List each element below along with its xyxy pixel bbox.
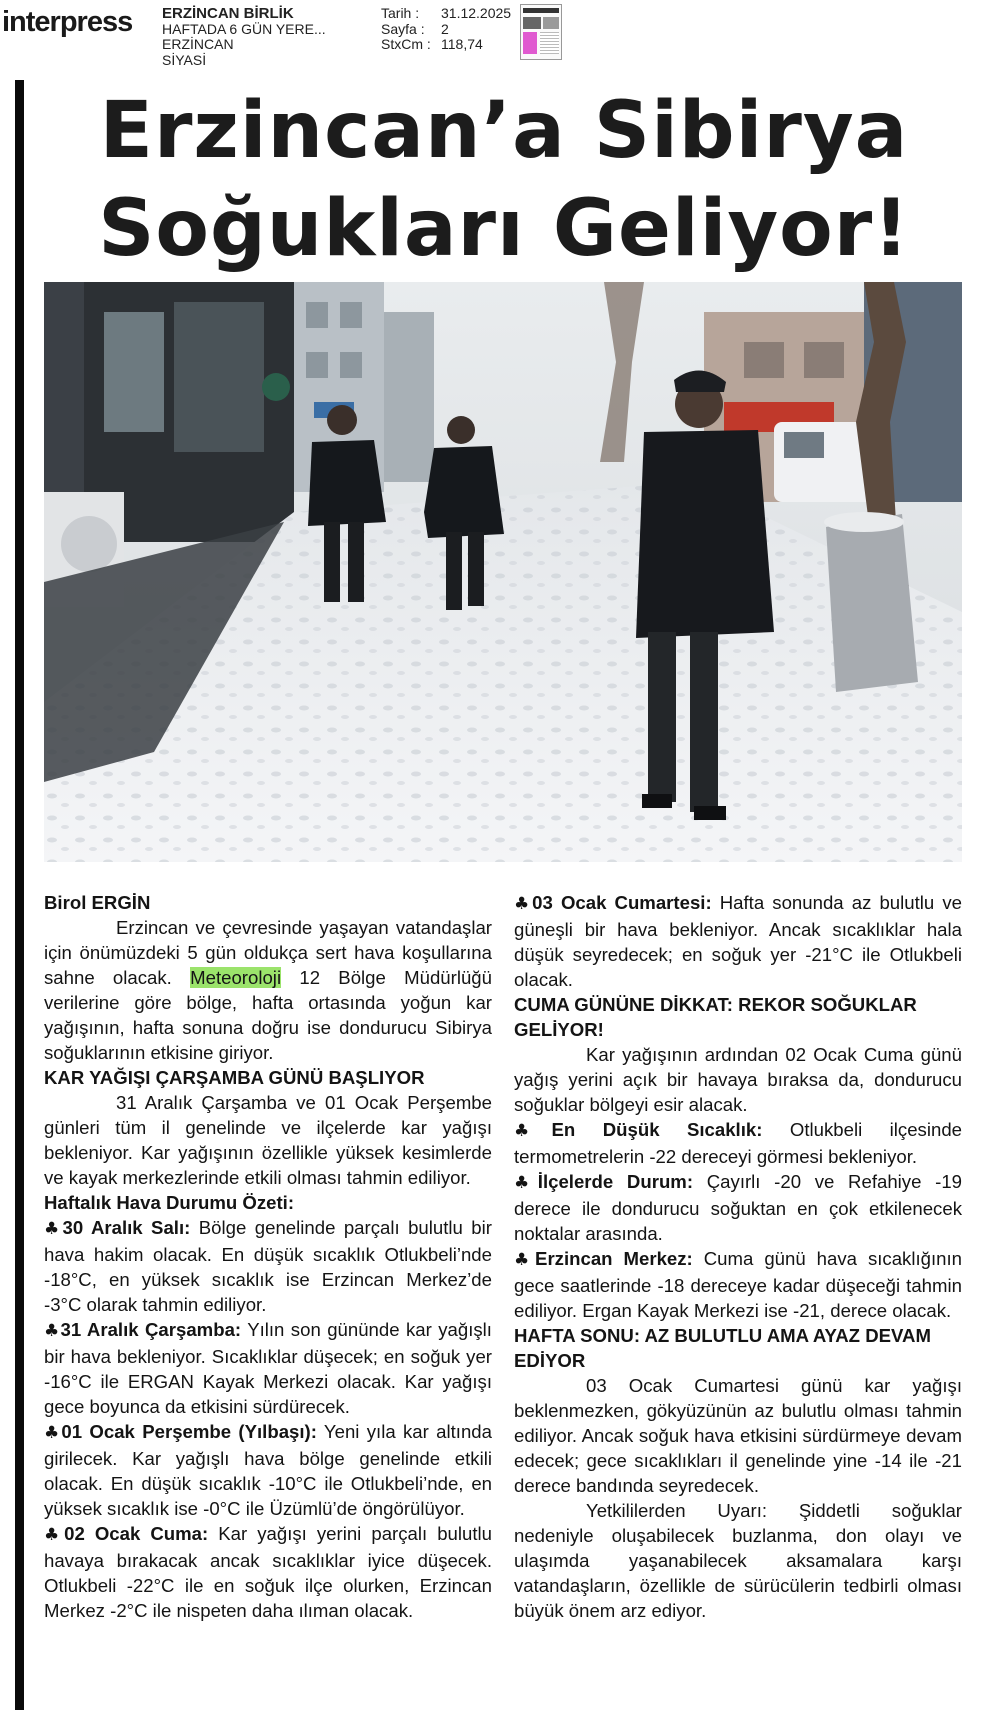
news-photo: [44, 282, 962, 862]
subheading-snow: KAR YAĞIŞI ÇARŞAMBA GÜNÜ BAŞLIYOR: [44, 1067, 425, 1088]
publication-frequency: HAFTADA 6 GÜN YERE...: [162, 20, 326, 37]
bullet-districts: ♣İlçelerde Durum: Çayırlı -20 ve Refahiye -19 derece ile dondurucu soğuktan en çok etkilenecek noktalar arasında.: [514, 1171, 963, 1244]
headline-line-1: Erzincan’a Sibirya: [99, 86, 909, 176]
highlight-meteoroloji: Meteoroloji: [190, 967, 282, 988]
clipping-logo: interpress: [2, 6, 133, 38]
club-icon: ♣: [44, 1423, 62, 1443]
subheading-friday: CUMA GÜNÜNE DİKKAT: REKOR SOĞUKLAR GELİYOR!: [514, 994, 917, 1040]
bullet-center: ♣Erzincan Merkez: Cuma günü hava sıcaklığının gece saatlerinde -18 dereceye kadar düşeceği tahmin ediliyor. Ergan Kayak Merkezi ise -21, derece olacak.: [514, 1248, 962, 1321]
page-thumbnail[interactable]: [520, 4, 562, 60]
club-icon: ♣: [44, 1321, 61, 1341]
author: Birol ERGİN: [44, 892, 151, 913]
paragraph-friday: Kar yağışının ardından 02 Ocak Cuma günü yağış yerini açık bir havaya bıraksa da, dondurucu soğuklar bölgeyi esir alacak.: [514, 1044, 962, 1115]
intro-paragraph: Erzincan ve çevresinde yaşayan vatandaşlar için önümüzdeki 5 gün oldukça sert hava koşullarına sahne olacak. Meteoroloji 12 Bölge Müdürlüğü verilerine göre bölge, hafta ortasında yoğun kar yağışının, hafta sonuna doğru ise dondurucu Sibirya soğuklarının etkisine giriyor.: [44, 917, 492, 1063]
stxcm-value: 118,74: [441, 36, 483, 52]
stxcm-label: StxCm :: [381, 36, 431, 52]
page-label: Sayfa :: [381, 20, 425, 37]
day-02-ocak: ♣02 Ocak Cuma: Kar yağışı yerini parçalı bulutlu havaya bırakacak ancak sıcaklıklar iyice düşecek. Otlukbeli -22°C ile en soğuk ilçe olurken, Erzincan Merkez -2°C ile nispeten daha ılıman olacak.: [44, 1523, 492, 1621]
day-01-ocak: ♣01 Ocak Perşembe (Yılbaşı): Yeni yıla kar altında girilecek. Kar yağışlı hava bölge genelinde etkili olacak. En düşük sıcaklık -10°C ile Otlukbeli’nde, en yüksek sıcaklık ise -0°C ile Üzümlü’de öngörülüyor.: [44, 1421, 492, 1519]
date-label: Tarih :: [381, 5, 420, 21]
publication-name: ERZİNCAN BİRLİK: [162, 5, 294, 22]
subheading-weekly: Haftalık Hava Durumu Özeti:: [44, 1192, 295, 1213]
bullet-lowest-temp: ♣En Düşük Sıcaklık: Otlukbeli ilçesinde termometrelerin -22 dereceyi görmesi bekleniyor.: [514, 1119, 963, 1167]
publication-meta: [162, 6, 326, 68]
date-value: 31.12.2025: [441, 5, 512, 21]
paragraph-snow: 31 Aralık Çarşamba ve 01 Ocak Perşembe günleri tüm il genelinde ve ilçelerde kar yağışı bekleniyor. Kar yağışının özellikle yüksek kesimlerde ve kayak merkezlerinde etkili olması tahmin ediliyor.: [44, 1092, 492, 1188]
club-icon: ♣: [514, 1121, 552, 1141]
day-31-aralik: ♣31 Aralık Çarşamba: Yılın son gününde kar yağışlı bir hava bekleniyor. Sıcaklıklar düşecek; en soğuk yer -16°C ile ERGAN Kayak Merkezi olacak. Kar yağışı gece boyunca da etkisini sürdürecek.: [44, 1319, 492, 1417]
day-03-ocak: ♣03 Ocak Cumartesi: Hafta sonunda az bulutlu ve güneşli bir hava bekleniyor. Ancak sıcaklıklar hala düşük seyredecek; en soğuk yer -21°C ile Otlukbeli olacak.: [514, 892, 962, 990]
club-icon: ♣: [514, 1173, 538, 1193]
left-rule: [15, 80, 24, 1710]
club-icon: ♣: [514, 894, 533, 914]
day-30-aralik: ♣30 Aralık Salı: Bölge genelinde parçalı bulutlu bir hava hakim olacak. En düşük sıcaklık Otlukbeli’nde -18°C, en yüksek sıcaklık ise Erzincan Merkez’de -3°C olarak tahmin ediliyor.: [44, 1217, 492, 1315]
club-icon: ♣: [44, 1525, 65, 1545]
paragraph-weekend: 03 Ocak Cumartesi günü kar yağışı beklenmezken, gökyüzünün az bulutlu olması tahmin ediliyor. Ancak soğuk hava etkisini sürdürmeye devam edecek; gece sıcaklıkları il genelinde yine -14 ile -21 derece bandında seyredecek.: [514, 1375, 962, 1496]
subheading-weekend: HAFTA SONU: AZ BULUTLU AMA AYAZ DEVAM EDİYOR: [514, 1325, 931, 1371]
club-icon: ♣: [514, 1250, 536, 1270]
paragraph-warning: Yetkililerden Uyarı: Şiddetli soğuklar nedeniyle oluşabilecek buzlanma, don olayı ve ulaşımda yaşanabilecek aksamalara karşı vatandaşların, özellikle de sürücülerin tedbirli olması büyük önem arz ediyor.: [514, 1500, 962, 1621]
article-column-left: [44, 890, 492, 1623]
publication-city: ERZİNCAN: [162, 36, 234, 52]
headline-line-2: Soğukları Geliyor!: [98, 184, 910, 274]
clipping-meta: [381, 6, 511, 53]
article-column-right: [514, 890, 962, 1623]
club-icon: ♣: [44, 1219, 63, 1239]
headline: [34, 82, 974, 278]
publication-section: SİYASİ: [162, 51, 207, 68]
page-value: 2: [441, 20, 449, 37]
